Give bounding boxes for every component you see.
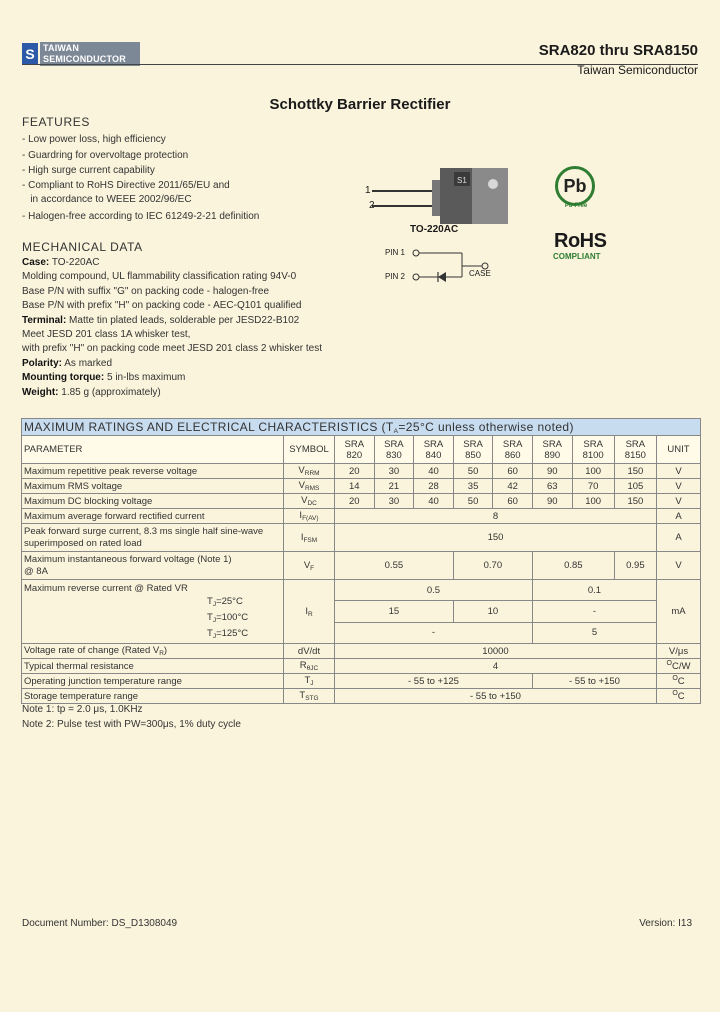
features-list: [22, 132, 322, 224]
col-part: SRA 840: [414, 436, 454, 464]
mechanical-list: [22, 256, 362, 400]
table-row-ir-3: - 5: [22, 622, 701, 643]
col-part: SRA 890: [532, 436, 572, 464]
col-part: SRA 830: [374, 436, 414, 464]
svg-text:S1: S1: [457, 176, 467, 185]
pb-badge-text: Pb: [563, 176, 587, 196]
table-row-vf: Maximum instantaneous forward voltage (Note 1) @ 8A $V_F$ 0.55 0.70 0.85 0.95 V: [22, 552, 701, 580]
note-2: Note 2: Pulse test with PW=300μs, 1% duty cycle: [22, 719, 241, 730]
feature-item: - Guardring for overvoltage protection: [22, 149, 189, 161]
mech-prefix-h: Base P/N with prefix "H" on packing code - AEC-Q101 qualified: [22, 300, 302, 312]
feature-item: - Low power loss, high efficiency: [22, 134, 166, 145]
col-part: SRA 8150: [614, 436, 656, 464]
table-row-vrms: Maximum RMS voltage $V_{RMS}$ 14 21 28 35 42 63 70 105 V: [22, 479, 701, 494]
pin-2-label: PIN 2: [385, 272, 406, 281]
feature-item: - Compliant to RoHS Directive 2011/65/EU and: [22, 179, 230, 191]
logo-line-2: SEMICONDUCTOR: [43, 54, 126, 64]
ratings-table: [21, 418, 701, 704]
col-unit: UNIT: [657, 436, 701, 464]
mechanical-heading: MECHANICAL DATA: [22, 240, 143, 254]
document-number: Document Number: DS_D1308049: [22, 918, 178, 929]
col-part: SRA 860: [493, 436, 533, 464]
mech-suffix-g: Base P/N with suffix "G" on packing code - halogen-free: [22, 285, 270, 297]
version: Version: I13: [639, 918, 692, 929]
pin-1-label: PIN 1: [385, 248, 406, 257]
col-part: SRA 820: [335, 436, 375, 464]
table-row-tj: Operating junction temperature range $T_J$ - 55 to +125 - 55 to +150 $^O$C: [22, 674, 701, 689]
feature-item: - High surge current capability: [22, 165, 155, 176]
case-label: CASE: [469, 269, 491, 278]
logo-line-1: TAIWAN: [43, 43, 80, 53]
mech-terminal: Terminal: Matte tin plated leads, solderable per JESD22-B102: [22, 314, 300, 326]
feature-item: in accordance to WEEE 2002/96/EC: [22, 193, 192, 205]
table-header-row: [22, 436, 701, 464]
col-part: SRA 8100: [572, 436, 614, 464]
table-row-ir: Maximum reverse current @ Rated VR $T_J=25^\circ C$ $T_J=100^\circ C$ $T_J=125^\circ C$ $I_R$ 0.5 0.1 mA: [22, 580, 701, 601]
logo-text: [40, 42, 140, 66]
package-name: TO-220AC: [410, 224, 459, 235]
mech-weight: Weight: 1.85 g (approximately): [22, 386, 161, 398]
document-title: SRA820 thru SRA8150: [538, 42, 698, 59]
col-symbol: SYMBOL: [284, 436, 335, 464]
col-parameter: PARAMETER: [22, 436, 284, 464]
feature-item: - Halogen-free according to IEC 61249-2-21 definition: [22, 210, 260, 222]
table-row-dvdt: Voltage rate of change (Rated $V_R$) dV/dt 10000 V/μs: [22, 644, 701, 659]
mech-case: Case: TO-220AC: [22, 257, 100, 268]
main-title: Schottky Barrier Rectifier: [269, 96, 451, 113]
pb-free-label: Pb-Free: [564, 203, 588, 209]
table-row-ir-2: 15 10 -: [22, 601, 701, 622]
mech-polarity: Polarity: As marked: [22, 357, 113, 369]
pb-free-badge: [555, 166, 595, 206]
note-1: Note 1: tp = 2.0 μs, 1.0KHz: [22, 704, 143, 715]
table-row-vdc: Maximum DC blocking voltage $V_{DC}$ 20 30 40 50 60 90 100 150 V: [22, 494, 701, 509]
col-part: SRA 850: [453, 436, 493, 464]
rohs-compliant-label: COMPLIANT: [553, 252, 601, 261]
mech-molding: Molding compound, UL flammability classification rating 94V-0: [22, 271, 297, 283]
company-name: Taiwan Semiconductor: [577, 63, 698, 77]
mech-whisker: Meet JESD 201 class 1A whisker test,: [22, 329, 191, 341]
table-row-tstg: Storage temperature range $T_{STG}$ - 55 to +150 $^O$C: [22, 689, 701, 704]
pin-2-number: 2: [369, 200, 375, 211]
logo-mark: S: [22, 43, 38, 65]
table-row-ifsm: Peak forward surge current, 8.3 ms single half sine-wave superimposed on rated load $I_{FSM}$ 150 A: [22, 524, 701, 552]
pin-1-number: 1: [365, 185, 371, 196]
pin-diagram: [410, 244, 500, 284]
mech-torque: Mounting torque: 5 in-lbs maximum: [22, 372, 186, 384]
table-row-rth: Typical thermal resistance $R_{\theta JC}$ 4 $^O$C/W: [22, 659, 701, 674]
mech-whisker-h: with prefix "H" on packing code meet JESD 201 class 2 whisker test: [22, 343, 323, 355]
table-title: MAXIMUM RATINGS AND ELECTRICAL CHARACTERISTICS ($T_A=25^\circ C$ unless otherwise noted): [22, 419, 701, 436]
table-title-row: [22, 419, 701, 436]
features-heading: FEATURES: [22, 115, 90, 129]
rohs-logo: RoHS: [554, 230, 607, 252]
table-row-ifav: Maximum average forward rectified current $I_{F(AV)}$ 8 A: [22, 509, 701, 524]
table-row-vrrm: Maximum repetitive peak reverse voltage $V_{RRM}$ 20 30 40 50 60 90 100 150 V: [22, 464, 701, 479]
